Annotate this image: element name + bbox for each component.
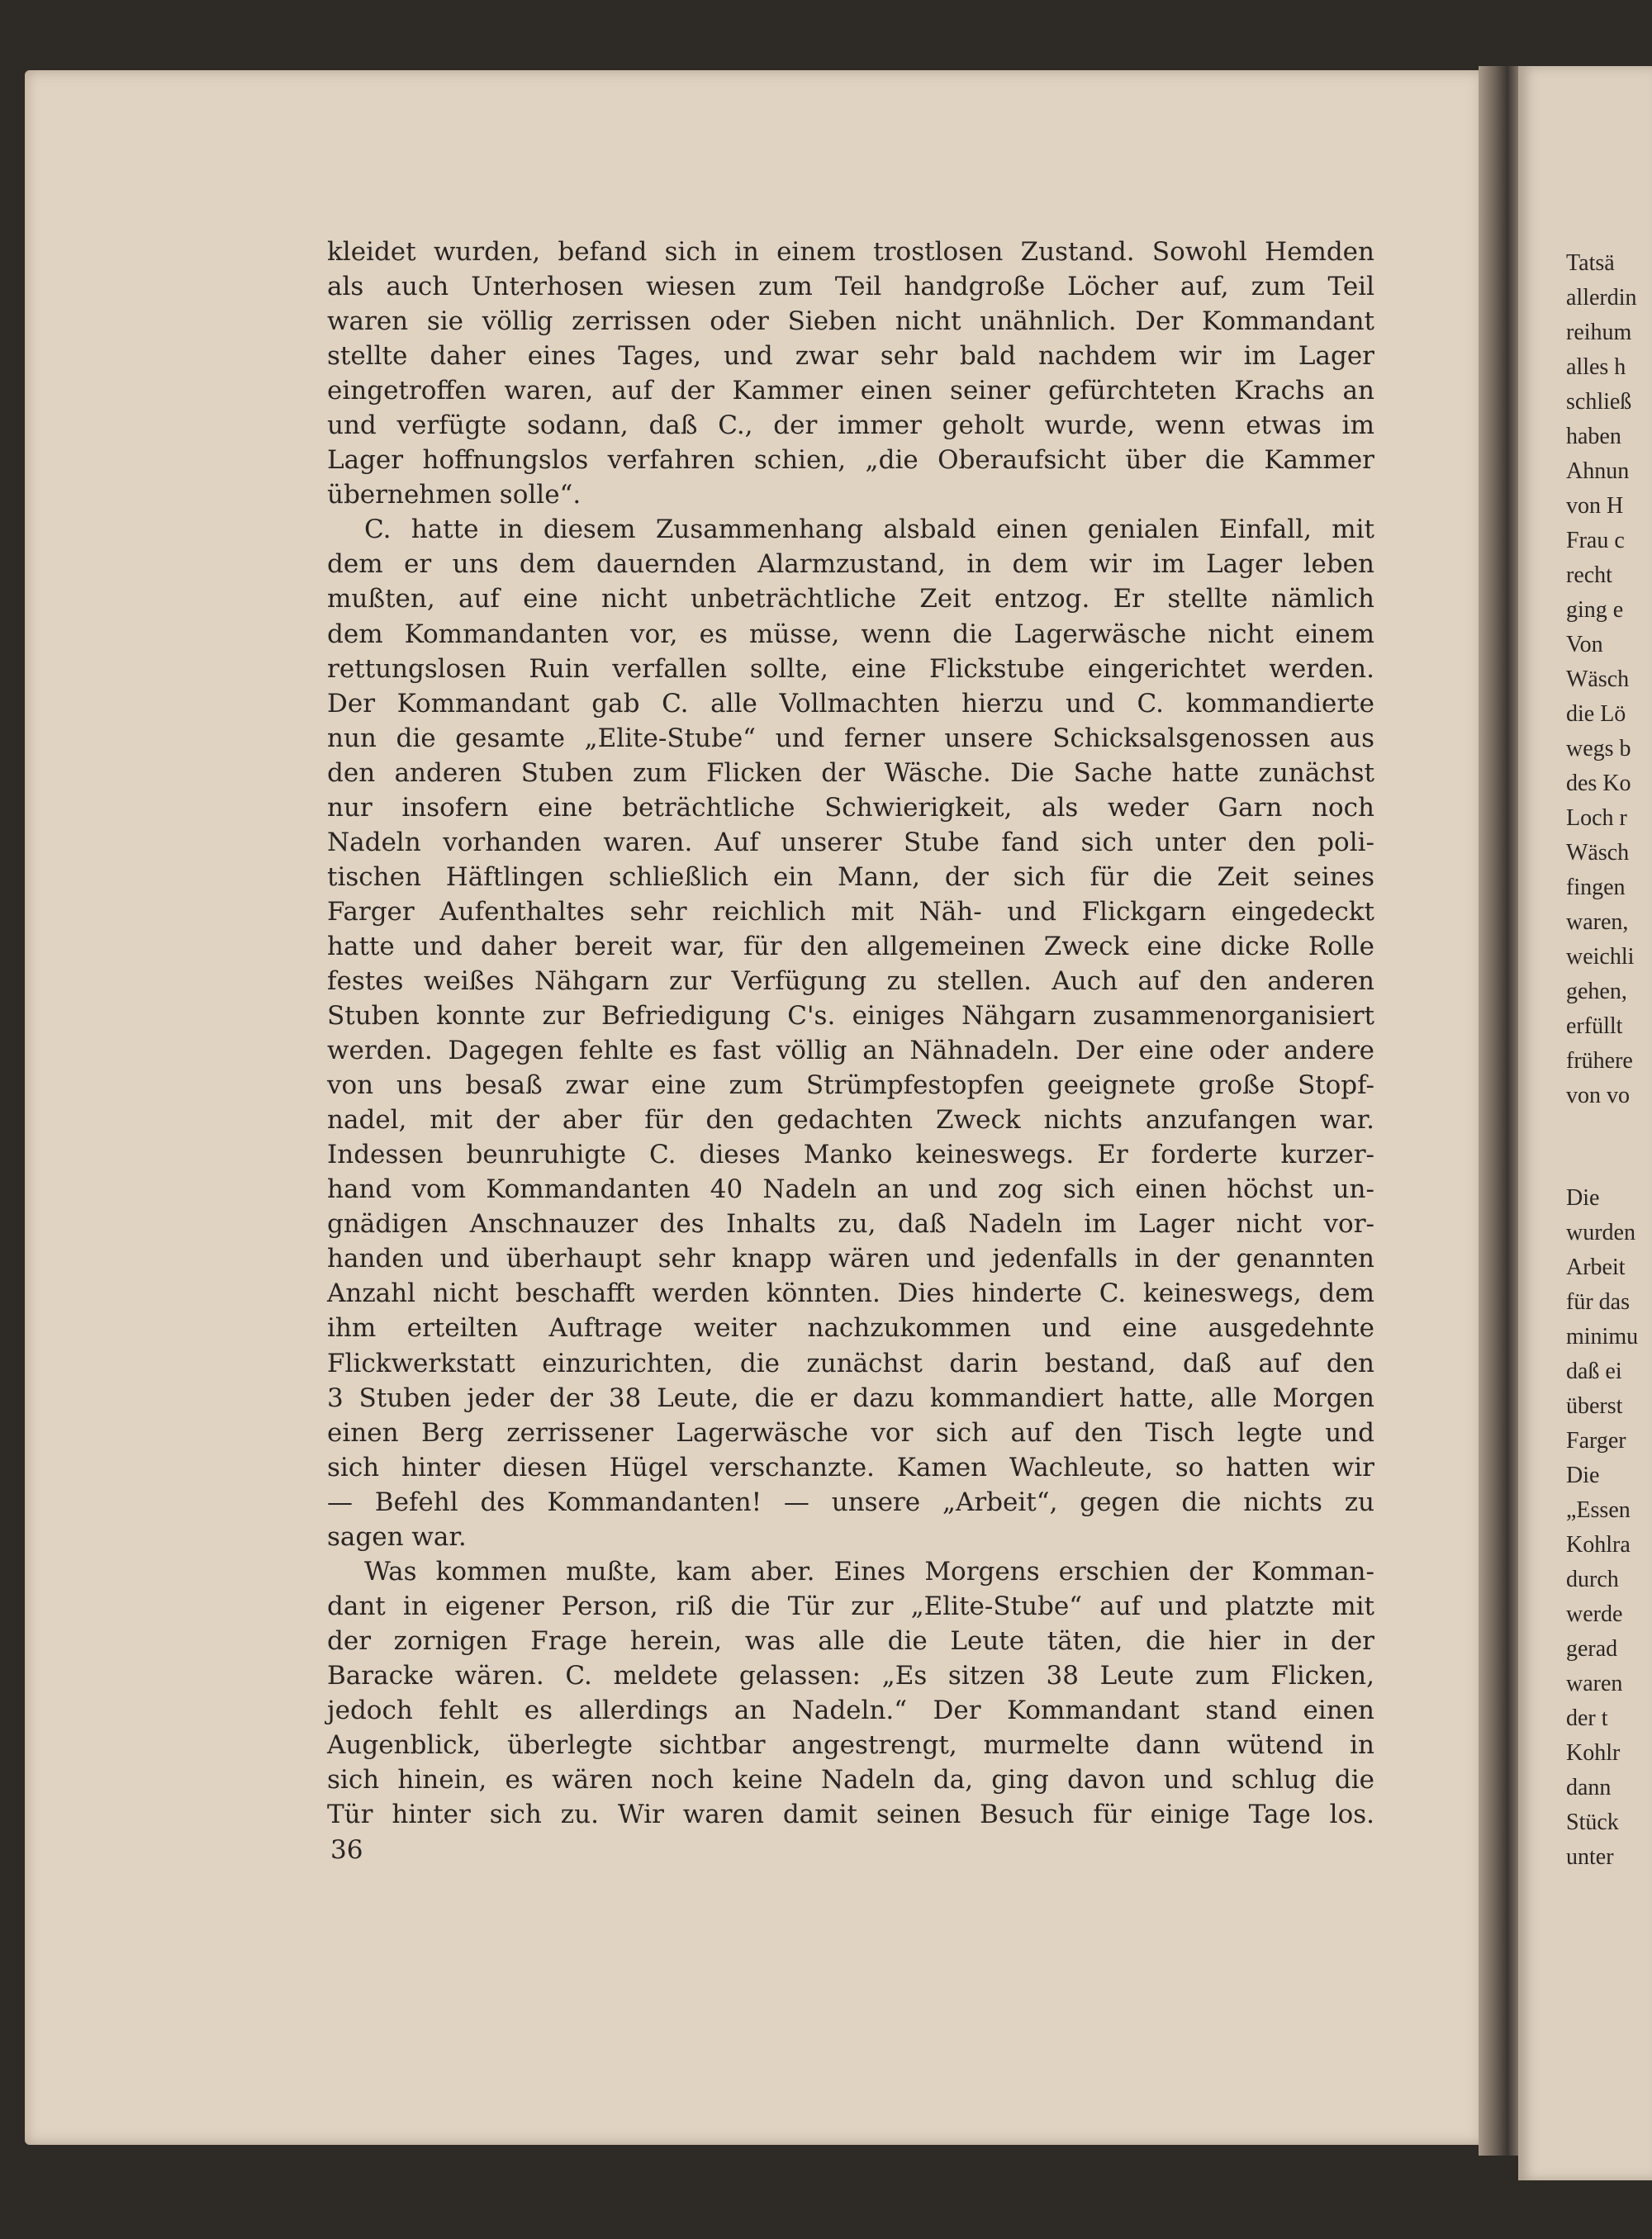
text-line: dant in eigener Person, riß die Tür zur „Elite-Stube“ auf und platzte mit	[327, 1591, 1374, 1621]
facing-page-line: waren	[1566, 1671, 1623, 1696]
facing-page-line: Von	[1566, 632, 1603, 657]
facing-page-line: unter	[1566, 1844, 1614, 1870]
text-line: waren sie völlig zerrissen oder Sieben nicht unähnlich. Der Kommandant	[327, 306, 1374, 337]
text-line: rettungslosen Ruin verfallen sollte, eine Flickstube eingerichtet werden.	[327, 653, 1374, 684]
book-gutter	[1479, 66, 1520, 2156]
facing-page-line: Die	[1566, 1463, 1600, 1488]
facing-page-line: gerad	[1566, 1636, 1618, 1662]
facing-page-line: alles h	[1566, 354, 1626, 380]
page-number: 36	[330, 1835, 363, 1865]
main-text-block	[327, 235, 1374, 1832]
facing-page-line: Wäsch	[1566, 840, 1630, 866]
facing-page-text-upper	[1566, 246, 1652, 1113]
facing-page-line: Farger	[1566, 1428, 1626, 1454]
text-line: dem Kommandanten vor, es müsse, wenn die Lagerwäsche nicht einem	[327, 619, 1374, 649]
facing-page-line: Frau c	[1566, 528, 1625, 553]
text-line: kleidet wurden, befand sich in einem trostlosen Zustand. Sowohl Hemden	[327, 237, 1374, 267]
facing-page-line: dann	[1566, 1775, 1612, 1800]
text-line: tischen Häftlingen schließlich ein Mann, der sich für die Zeit seines	[327, 861, 1374, 892]
facing-page-line: durch	[1566, 1567, 1619, 1592]
text-line: Flickwerkstatt einzurichten, die zunächst darin bestand, daß auf den	[327, 1348, 1374, 1378]
facing-page-line: Stück	[1566, 1810, 1619, 1835]
text-line: Lager hoffnungslos verfahren schien, „die Oberaufsicht über die Kammer	[327, 445, 1374, 476]
text-line: nadel, mit der aber für den gedachten Zweck nichts anzufangen war.	[327, 1105, 1374, 1136]
text-line: den anderen Stuben zum Flicken der Wäsche. Die Sache hatte zunächst	[327, 757, 1374, 788]
text-line: handen und überhaupt sehr knapp wären und jedenfalls in der genannten	[327, 1244, 1374, 1274]
facing-page-line: gehen,	[1566, 979, 1627, 1004]
text-line: einen Berg zerrissener Lagerwäsche vor sich auf den Tisch legte und	[327, 1417, 1374, 1448]
facing-page-line: Tatsä	[1566, 250, 1615, 276]
text-line: hand vom Kommandanten 40 Nadeln an und zog sich einen höchst un-	[327, 1174, 1374, 1205]
facing-page-line: Kohlr	[1566, 1740, 1621, 1766]
facing-page-line: schließ	[1566, 389, 1632, 415]
facing-page-line: überst	[1566, 1393, 1623, 1419]
facing-page-line: von H	[1566, 493, 1624, 519]
facing-page-line: des Ko	[1566, 771, 1631, 796]
text-line: sich hinter diesen Hügel verschanzte. Kamen Wachleute, so hatten wir	[327, 1452, 1374, 1482]
facing-page-line: ging e	[1566, 597, 1624, 623]
text-line: gnädigen Anschnauzer des Inhalts zu, daß Nadeln im Lager nicht vor-	[327, 1209, 1374, 1240]
facing-page-line: frühere	[1566, 1048, 1633, 1074]
facing-page-line: der t	[1566, 1705, 1608, 1731]
facing-page-line: recht	[1566, 562, 1612, 588]
text-line: C. hatte in diesem Zusammenhang alsbald einen genialen Einfall, mit	[364, 515, 1374, 545]
facing-page-line: Wäsch	[1566, 666, 1630, 692]
text-line: sich hinein, es wären noch keine Nadeln da, ging davon und schlug die	[327, 1765, 1374, 1795]
text-line: Tür hinter sich zu. Wir waren damit seinen Besuch für einige Tage los.	[327, 1800, 1374, 1830]
facing-page-line: von vo	[1566, 1083, 1630, 1108]
text-line: Anzahl nicht beschafft werden könnten. Dies hinderte C. keineswegs, dem	[327, 1278, 1374, 1309]
text-line: der zornigen Frage herein, was alle die Leute täten, die hier in der	[327, 1625, 1374, 1656]
text-line: übernehmen solle“.	[327, 480, 582, 510]
text-line: als auch Unterhosen wiesen zum Teil handgroße Löcher auf, zum Teil	[327, 272, 1374, 302]
facing-page-line: erfüllt	[1566, 1013, 1623, 1039]
text-line: festes weißes Nähgarn zur Verfügung zu stellen. Auch auf den anderen	[327, 965, 1374, 996]
facing-page-line: weichli	[1566, 944, 1635, 970]
facing-page-line: „Essen	[1566, 1497, 1631, 1523]
text-line: Was kommen mußte, kam aber. Eines Morgens erschien der Komman-	[364, 1556, 1374, 1587]
facing-page-line: waren,	[1566, 909, 1629, 935]
facing-page-line: Ahnun	[1566, 458, 1630, 484]
facing-page-line: wurden	[1566, 1220, 1635, 1245]
facing-page-line: werde	[1566, 1601, 1623, 1627]
text-line: Stuben konnte zur Befriedigung C's. einiges Nähgarn zusammenorganisiert	[327, 1001, 1374, 1032]
facing-page-line: allerdin	[1566, 285, 1637, 311]
text-line: sagen war.	[327, 1521, 467, 1552]
text-line: Nadeln vorhanden waren. Auf unserer Stube fand sich unter den poli-	[327, 827, 1374, 857]
facing-page-line: fingen	[1566, 875, 1626, 900]
text-line: eingetroffen waren, auf der Kammer einen seiner gefürchteten Krachs an	[327, 376, 1374, 406]
text-line: stellte daher eines Tages, und zwar sehr bald nachdem wir im Lager	[327, 341, 1374, 372]
facing-page-line: Arbeit	[1566, 1255, 1626, 1280]
text-line: hatte und daher bereit war, für den allgemeinen Zweck eine dicke Rolle	[327, 931, 1374, 961]
text-line: werden. Dagegen fehlte es fast völlig an Nähnadeln. Der eine oder andere	[327, 1036, 1374, 1066]
text-line: nur insofern eine beträchtliche Schwierigkeit, als weder Garn noch	[327, 792, 1374, 823]
text-line: nun die gesamte „Elite-Stube“ und ferner unsere Schicksalsgenossen aus	[327, 723, 1374, 753]
facing-page-line: reihum	[1566, 320, 1632, 345]
text-line: Indessen beunruhigte C. dieses Manko keineswegs. Er forderte kurzer-	[327, 1140, 1374, 1170]
facing-page-text-lower	[1566, 1181, 1652, 1875]
text-line: und verfügte sodann, daß C., der immer geholt wurde, wenn etwas im	[327, 410, 1374, 441]
facing-page-line: haben	[1566, 424, 1621, 449]
text-line: 3 Stuben jeder der 38 Leute, die er dazu kommandiert hatte, alle Morgen	[327, 1383, 1374, 1413]
text-line: Baracke wären. C. meldete gelassen: „Es sitzen 38 Leute zum Flicken,	[327, 1660, 1374, 1691]
facing-page-line: Kohlra	[1566, 1532, 1631, 1558]
text-line: ihm erteilten Auftrage weiter nachzukommen und eine ausgedehnte	[327, 1313, 1374, 1344]
text-line: dem er uns dem dauernden Alarmzustand, in dem wir im Lager leben	[327, 549, 1374, 580]
text-line: — Befehl des Kommandanten! — unsere „Arbeit“, gegen die nichts zu	[327, 1487, 1374, 1517]
facing-page-line: Loch r	[1566, 805, 1627, 831]
facing-page-line: Die	[1566, 1185, 1600, 1211]
facing-page-line: daß ei	[1566, 1359, 1622, 1384]
text-line: von uns besaß zwar eine zum Strümpfestopfen geeignete große Stopf-	[327, 1070, 1374, 1101]
facing-page-line: wegs b	[1566, 736, 1631, 761]
text-line: Der Kommandant gab C. alle Vollmachten hierzu und C. kommandierte	[327, 688, 1374, 719]
text-line: Farger Aufenthaltes sehr reichlich mit Näh- und Flickgarn eingedeckt	[327, 896, 1374, 927]
facing-page-line: die Lö	[1566, 701, 1626, 727]
text-line: jedoch fehlt es allerdings an Nadeln.“ Der Kommandant stand einen	[327, 1695, 1374, 1725]
text-line: Augenblick, überlegte sichtbar angestrengt, murmelte dann wütend in	[327, 1730, 1374, 1761]
text-line: mußten, auf eine nicht unbeträchtliche Zeit entzog. Er stellte nämlich	[327, 584, 1374, 614]
facing-page-line: minimu	[1566, 1324, 1639, 1350]
facing-page-line: für das	[1566, 1289, 1630, 1315]
